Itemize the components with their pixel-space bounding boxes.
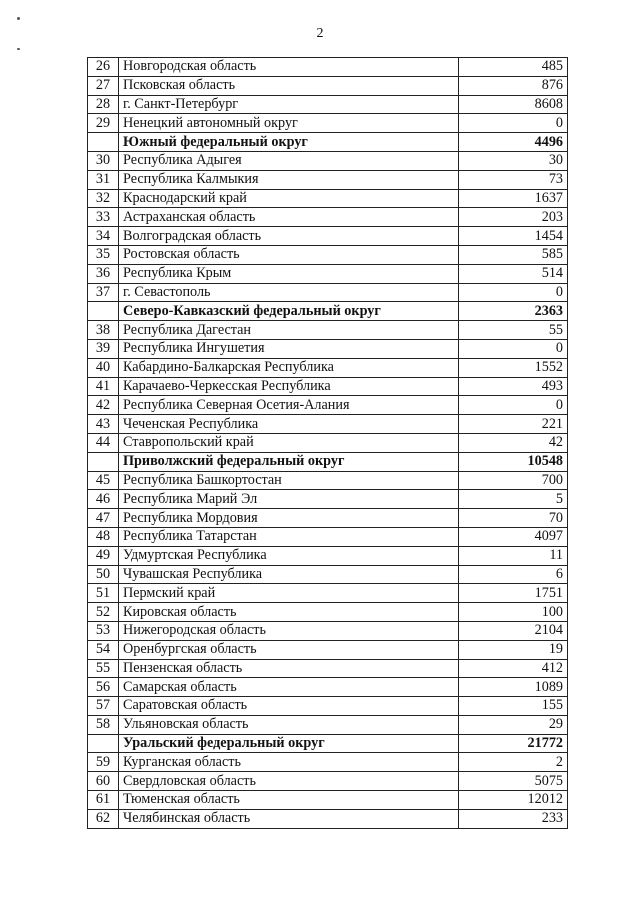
table-row [88,603,568,622]
region-name: Нижегородская область [119,621,459,640]
row-number [88,302,119,321]
region-value: 514 [459,264,568,283]
region-value: 73 [459,170,568,189]
table-row [88,791,568,810]
regions-table [87,57,568,829]
table-row [88,659,568,678]
region-name: Республика Северная Осетия-Алания [119,396,459,415]
scan-speck [17,48,20,50]
row-number: 56 [88,678,119,697]
row-number: 50 [88,565,119,584]
region-name: Республика Татарстан [119,527,459,546]
region-name: Тюменская область [119,791,459,810]
district-row [88,133,568,152]
table-row [88,433,568,452]
region-name: Республика Калмыкия [119,170,459,189]
table-row [88,283,568,302]
row-number: 31 [88,170,119,189]
region-value: 155 [459,697,568,716]
region-name: Астраханская область [119,208,459,227]
region-value: 4097 [459,527,568,546]
table-row [88,321,568,340]
region-value: 21772 [459,734,568,753]
region-value: 0 [459,396,568,415]
region-value: 876 [459,76,568,95]
table-row [88,415,568,434]
table-row [88,95,568,114]
region-value: 1751 [459,584,568,603]
table-row [88,170,568,189]
row-number: 54 [88,640,119,659]
table-row [88,490,568,509]
table-row [88,151,568,170]
row-number: 35 [88,245,119,264]
region-name: Чувашская Республика [119,565,459,584]
row-number: 53 [88,621,119,640]
region-name: Челябинская область [119,809,459,828]
table-row [88,527,568,546]
row-number: 34 [88,227,119,246]
table-row [88,114,568,133]
region-name: Уральский федеральный округ [119,734,459,753]
table-row [88,640,568,659]
table-row [88,584,568,603]
region-name: г. Севастополь [119,283,459,302]
region-value: 10548 [459,452,568,471]
region-name: Приволжский федеральный округ [119,452,459,471]
region-value: 203 [459,208,568,227]
table-row [88,471,568,490]
row-number: 36 [88,264,119,283]
region-name: Оренбургская область [119,640,459,659]
region-value: 0 [459,283,568,302]
region-name: Курганская область [119,753,459,772]
region-name: Ненецкий автономный округ [119,114,459,133]
region-name: Новгородская область [119,58,459,77]
row-number: 27 [88,76,119,95]
region-value: 55 [459,321,568,340]
region-name: Республика Дагестан [119,321,459,340]
region-name: Кабардино-Балкарская Республика [119,358,459,377]
region-name: Республика Мордовия [119,509,459,528]
region-value: 8608 [459,95,568,114]
region-name: Самарская область [119,678,459,697]
region-name: Волгоградская область [119,227,459,246]
region-value: 412 [459,659,568,678]
row-number: 58 [88,715,119,734]
table-row [88,697,568,716]
row-number: 41 [88,377,119,396]
region-value: 4496 [459,133,568,152]
region-value: 1637 [459,189,568,208]
region-value: 11 [459,546,568,565]
region-value: 2104 [459,621,568,640]
region-name: Чеченская Республика [119,415,459,434]
row-number: 55 [88,659,119,678]
district-row [88,302,568,321]
region-name: Пензенская область [119,659,459,678]
row-number: 60 [88,772,119,791]
table-row [88,76,568,95]
table-row [88,339,568,358]
region-value: 1552 [459,358,568,377]
row-number: 49 [88,546,119,565]
row-number: 42 [88,396,119,415]
row-number: 59 [88,753,119,772]
row-number [88,133,119,152]
table-row [88,58,568,77]
row-number: 32 [88,189,119,208]
table-row [88,509,568,528]
table-row [88,396,568,415]
region-value: 221 [459,415,568,434]
table-row [88,715,568,734]
region-name: Саратовская область [119,697,459,716]
region-name: Ростовская область [119,245,459,264]
region-value: 2 [459,753,568,772]
row-number: 30 [88,151,119,170]
region-value: 0 [459,114,568,133]
table-row [88,358,568,377]
region-name: Псковская область [119,76,459,95]
district-row [88,734,568,753]
region-name: Карачаево-Черкесская Республика [119,377,459,396]
region-value: 1454 [459,227,568,246]
regions-table-body [88,58,568,829]
region-name: Удмуртская Республика [119,546,459,565]
region-value: 585 [459,245,568,264]
row-number: 37 [88,283,119,302]
row-number: 46 [88,490,119,509]
page-number: 2 [316,26,324,41]
row-number: 44 [88,433,119,452]
table-row [88,227,568,246]
region-name: Республика Башкортостан [119,471,459,490]
region-name: Республика Ингушетия [119,339,459,358]
row-number: 33 [88,208,119,227]
row-number: 38 [88,321,119,340]
region-value: 493 [459,377,568,396]
table-row [88,377,568,396]
region-name: Южный федеральный округ [119,133,459,152]
table-row [88,621,568,640]
region-value: 700 [459,471,568,490]
region-value: 5075 [459,772,568,791]
table-row [88,189,568,208]
row-number: 57 [88,697,119,716]
row-number: 45 [88,471,119,490]
region-value: 42 [459,433,568,452]
region-value: 233 [459,809,568,828]
district-row [88,452,568,471]
table-row [88,546,568,565]
region-value: 29 [459,715,568,734]
row-number: 29 [88,114,119,133]
region-name: Северо-Кавказский федеральный округ [119,302,459,321]
region-name: Кировская область [119,603,459,622]
region-value: 30 [459,151,568,170]
scan-speck [17,17,20,20]
region-name: Свердловская область [119,772,459,791]
row-number: 51 [88,584,119,603]
region-name: Пермский край [119,584,459,603]
row-number: 52 [88,603,119,622]
row-number: 40 [88,358,119,377]
row-number: 48 [88,527,119,546]
region-name: Республика Крым [119,264,459,283]
row-number [88,452,119,471]
region-value: 1089 [459,678,568,697]
region-name: Ставропольский край [119,433,459,452]
row-number: 28 [88,95,119,114]
row-number: 26 [88,58,119,77]
region-value: 100 [459,603,568,622]
table-row [88,565,568,584]
table-row [88,208,568,227]
region-value: 2363 [459,302,568,321]
region-name: Ульяновская область [119,715,459,734]
row-number [88,734,119,753]
region-value: 12012 [459,791,568,810]
table-row [88,772,568,791]
table-row [88,809,568,828]
region-name: Республика Адыгея [119,151,459,170]
region-name: г. Санкт-Петербург [119,95,459,114]
region-value: 6 [459,565,568,584]
row-number: 61 [88,791,119,810]
table-row [88,678,568,697]
region-value: 5 [459,490,568,509]
region-value: 19 [459,640,568,659]
region-value: 485 [459,58,568,77]
region-name: Краснодарский край [119,189,459,208]
row-number: 43 [88,415,119,434]
region-name: Республика Марий Эл [119,490,459,509]
table-row [88,264,568,283]
row-number: 62 [88,809,119,828]
row-number: 47 [88,509,119,528]
region-value: 0 [459,339,568,358]
table-row [88,753,568,772]
table-row [88,245,568,264]
row-number: 39 [88,339,119,358]
region-value: 70 [459,509,568,528]
